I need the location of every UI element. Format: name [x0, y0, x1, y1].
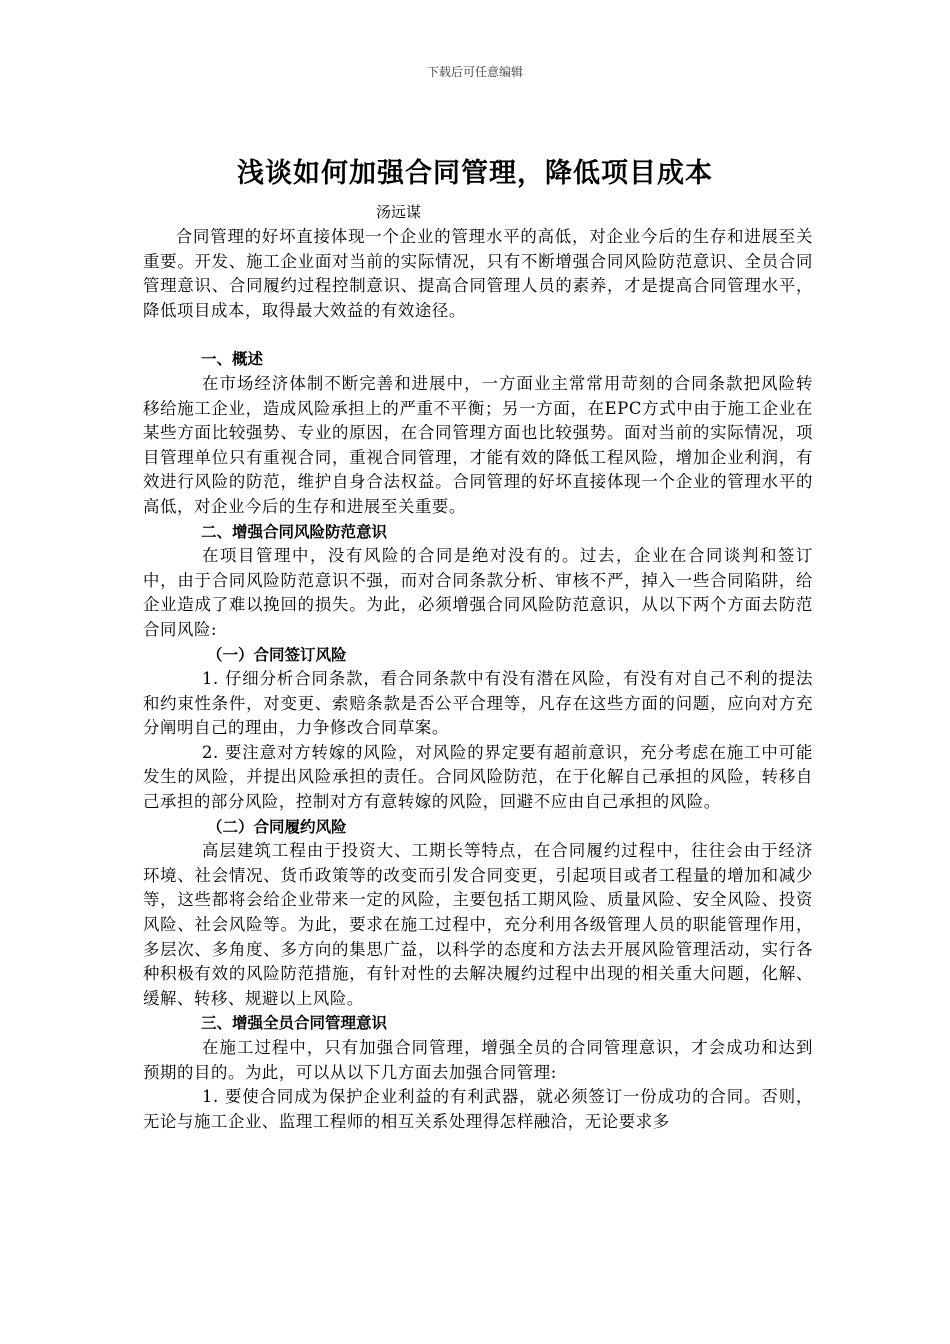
intro-paragraph: 合同管理的好坏直接体现一个企业的管理水平的高低，对企业今后的生存和进展至关重要。开发、施工企业面对当前的实际情况，只有不断增强合同风险防范意识、全员合同管理意识、合同履约过程控制意识、提高合同管理人员的素养，才是提高合同管理水平，降低项目成本，取得最大效益的有效途径。: [143, 227, 813, 320]
subsection-2-1-heading: （一）合同签订风险: [207, 645, 347, 664]
page-header: 下载后可任意编辑: [426, 65, 523, 79]
subsection-2-2-paragraph: 高层建筑工程由于投资大、工期长等特点，在合同履约过程中，往往会由于经济环境、社会情况、货币政策等的改变而引发合同变更，引起项目或者工程量的增加和减少等，这些都将会给企业带来一定的风险，主要包括工期风险、质量风险、安全风险、投资风险、社会风险等。为此，要求在施工过程中，充分利用各级管理人员的职能管理作用，多层次、多角度、多方向的集思广益，以科学的态度和方法去开展风险管理活动，实行各种积极有效的风险防范措施，有针对性的去解决履约过程中出现的相关重大问题，化解、缓解、转移、规避以上风险。: [143, 841, 813, 1008]
section-2-heading: 二、增强合同风险防范意识: [201, 522, 388, 541]
section-3-heading: 三、增强全员合同管理意识: [201, 1014, 388, 1033]
section-1-heading: 一、概述: [201, 350, 264, 369]
author-name: 汤远谋: [376, 203, 422, 221]
spacer: [143, 323, 813, 347]
document-body: [143, 225, 813, 1134]
subsection-2-1-item-2: 2. 要注意对方转嫁的风险，对风险的界定要有超前意识，充分考虑在施工中可能发生的风险，并提出风险承担的责任。合同风险防范，在于化解自己承担的风险，转移自己承担的部分风险，控制对方有意转嫁的风险，回避不应由自己承担的风险。: [143, 742, 813, 812]
section-1-paragraph: 在市场经济体制不断完善和进展中，一方面业主常常用苛刻的合同条款把风险转移给施工企业，造成风险承担上的严重不平衡；另一方面，在EPC方式中由于施工企业在某些方面比较强势、专业的原因，在合同管理方面也比较强势。面对当前的实际情况，项目管理单位只有重视合同，重视合同管理，才能有效的降低工程风险，增加企业利润，有效进行风险的防范，维护自身合法权益。合同管理的好坏直接体现一个企业的管理水平的高低，对企业今后的生存和进展至关重要。: [143, 373, 813, 516]
subsection-2-1-item-1: 1. 仔细分析合同条款，看合同条款中有没有潜在风险，有没有对自己不利的提法和约束性条件，对变更、索赔条款是否公平合理等，凡存在这些方面的问题，应向对方充分阐明自己的理由，力争修改合同草案。: [143, 669, 813, 738]
section-2-paragraph: 在项目管理中，没有风险的合同是绝对没有的。过去，企业在合同谈判和签订中，由于合同风险防范意识不强，而对合同条款分析、审核不严，掉入一些合同陷阱，给企业造成了难以挽回的损失。为此，必须增强合同风险防范意识，从以下两个方面去防范合同风险:: [143, 546, 813, 639]
section-3-item-1: 1. 要使合同成为保护企业利益的有利武器，就必须签订一份成功的合同。否则，无论与施工企业、监理工程师的相互关系处理得怎样融洽，无论要求多: [143, 1087, 813, 1131]
section-3-paragraph: 在施工过程中，只有加强合同管理，增强全员的合同管理意识，才会成功和达到预期的目的。为此，可以从以下几方面去加强合同管理:: [143, 1038, 813, 1082]
document-title: 浅谈如何加强合同管理，降低项目成本: [237, 158, 713, 189]
subsection-2-2-heading: （二）合同履约风险: [207, 817, 347, 836]
